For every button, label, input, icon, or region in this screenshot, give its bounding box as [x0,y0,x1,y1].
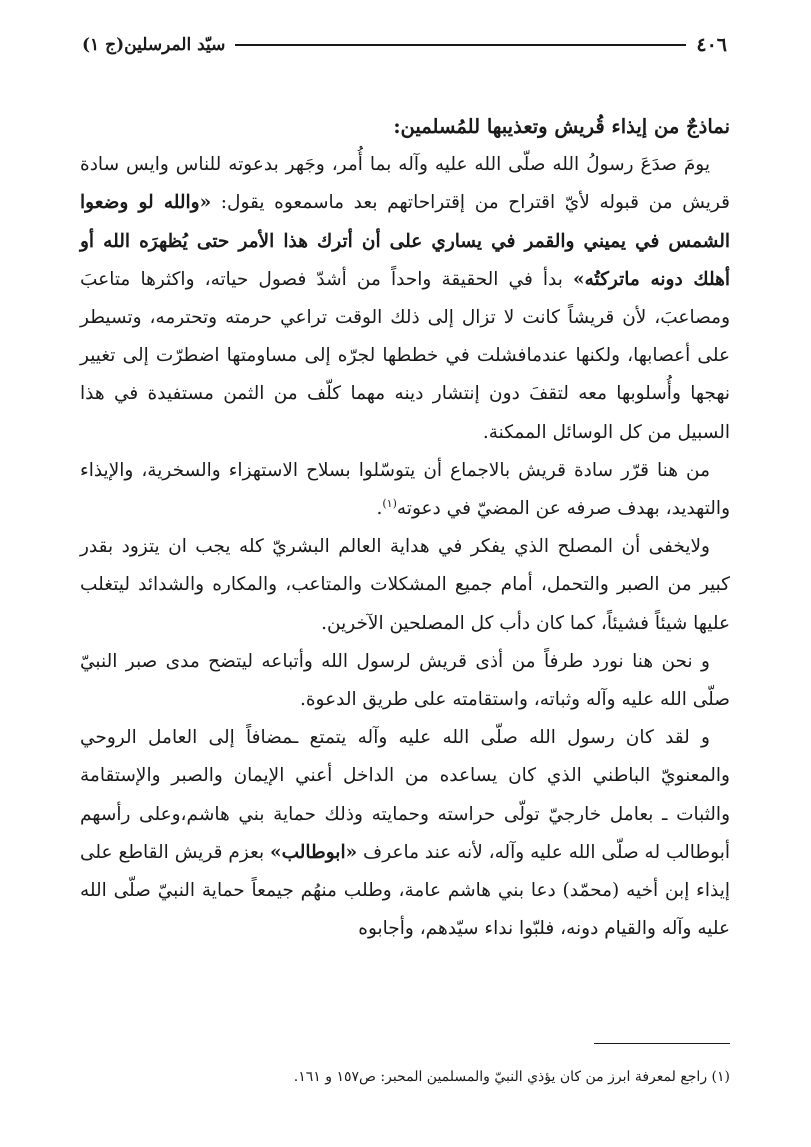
paragraph-4-text: و نحن هنا نورد طرفاً من أذى قريش لرسول الله وأتباعه ليتضح مدى صبر النبيّ صلّى الله عليه وآله وثباته، واستقامته على طريق الدعوة. [80,650,730,711]
paragraph-2-tail: . [376,498,383,520]
paragraph-2-text: من هنا قرّر سادة قريش بالاجماع أن يتوسّلوا بسلاح الاستهزاء والسخرية، والإيذاء والتهديد، بهدف صرفه عن المضيّ في دعوته [80,459,730,520]
paragraph-3 [80,528,730,643]
paragraph-1-text-a: يومَ صدَعَ رسولُ الله صلّى الله عليه وآله بما أُمر، وجَهر بدعوته للناس وايس سادة قريش من قبوله لأيّ اقتراح من إقتراحاتهم بعد ماسمعوه يقول: [80,154,731,214]
page-number: ٤٠٦ [696,34,727,56]
paragraph-2 [80,452,730,528]
running-header [82,30,727,60]
paragraph-4 [80,643,730,719]
footnote-ref[interactable]: (١) [382,496,397,510]
paragraph-3-text: ولايخفى أن المصلح الذي يفكر في هداية العالم البشريّ كله يجب ان يتزود بقدر كبير من الصبر والتحمل، أمام جميع المشكلات والمتاعب، والمكاره والشدائد ليتغلب عليها شيئاً فشيئاً، كما كان دأب كل المصلحين الآخرين. [80,536,730,634]
paragraph-5 [80,719,730,948]
footnote: (١) راجع لمعرفة ابرز من كان يؤذي النبيّ والمسلمين المحبر: ص١٥٧ و ١٦١. [293,1069,730,1085]
body-text [80,108,730,948]
paragraph-5-text-b: بعزم قريش القاطع على إيذاء إبن أخيه (محمّد) دعا بني هاشم عامة، وطلب منهُم جيمعاً حماية النبيّ صلّى الله عليه وآله والقيام دونه، فلبّوا نداء سيّدهم، وأجابوه [80,841,730,940]
book-title: سيّد المرسلين(ج ١) [82,35,226,55]
prophet-quote: «والله لو وضعوا الشمس في يميني والقمر في يساري على أن أترك هذا الأمر حتى يُظهرَه الله أو أهلك دونه ماتركتُه» [80,192,730,290]
paragraph-1-text-b: بدأ في الحقيقة واحداً من أشدّ فصول حياته، واكثرها متاعبَ ومصاعبَ، لأن قريشاً كانت لا تزال إلى ذلك الوقت تراعي حرمته وتحترمه، وتسيطر على أعصابها، ولكنها عندمافشلت في خططها لجرّه إلى مساومتها اضطرّت إلى تغيير نهجها وأُسلوبها معه لتقفَ دون إنتشار دينه مهما كلّف من الثمن مستفيدة في هذا السبيل من كل الوسائل الممكنة. [80,268,730,443]
paragraph-1 [80,146,730,452]
footnote-separator [594,1043,730,1044]
header-rule [235,44,686,46]
abu-talib-quote: «ابوطالب» [270,841,358,863]
section-heading: نماذجٌ من إيذاء قُريش وتعذيبها للمُسلمين: [393,115,730,138]
paragraph-5-text-a: و لقد كان رسول الله صلّى الله عليه وآله يتمتع ـمضافاً إلى العامل الروحي والمعنويّ الباطني الذي كان يساعده من الداخل أعني الإيمان والصبر والإستقامة والثبات ـ بعامل خارجيّ تولّى حراسته وحمايته وذلك حماية بني هاشم،وعلى رأسهم أبوطالب له صلّى الله عليه وآله، لأنه عند ماعرف [80,727,730,863]
